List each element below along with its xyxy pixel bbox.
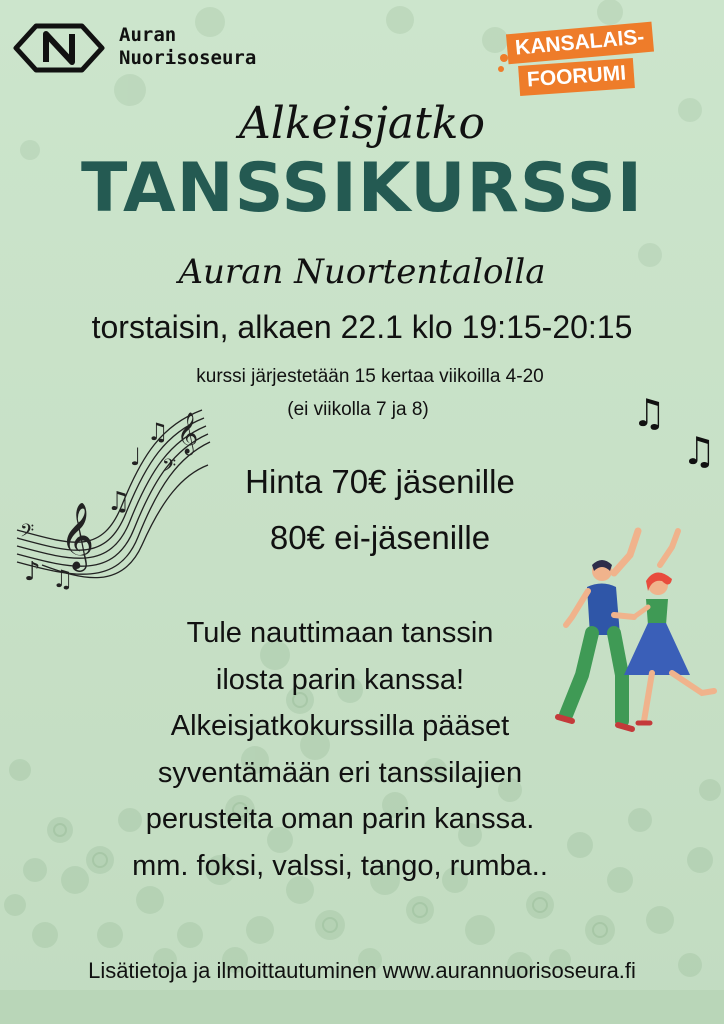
badge-line1: KANSALAIS- [506, 22, 654, 65]
svg-text:♩: ♩ [130, 443, 142, 471]
description-line: mm. foksi, valssi, tango, rumba.. [132, 849, 548, 882]
kansalaisfoorumi-badge [497, 22, 673, 102]
organization-name-line1: Auran [119, 24, 177, 46]
svg-text:♫: ♫ [147, 418, 169, 446]
course-title: TANSSIKURSSI [80, 149, 644, 228]
svg-text:𝄢: 𝄢 [162, 456, 177, 481]
svg-text:♫: ♫ [682, 429, 716, 472]
footer-info-link[interactable]: Lisätietoja ja ilmoittautuminen www.aurannuorisoseura.fi [88, 958, 636, 983]
description-line: perusteita oman parin kanssa. [145, 803, 535, 835]
svg-text:♪: ♪ [24, 557, 41, 587]
course-subtitle: Alkeisjatko [239, 98, 485, 149]
description-line: Tule nauttimaan tanssin [186, 617, 494, 649]
description-line: Alkeisjatkokurssilla pääset [170, 710, 510, 742]
description-line: ilosta parin kanssa! [215, 663, 465, 696]
svg-text:𝄞: 𝄞 [177, 413, 199, 454]
svg-text:♫: ♫ [632, 391, 666, 434]
schedule: torstaisin, alkaen 22.1 klo 19:15-20:15 [91, 309, 633, 345]
course-description [80, 610, 600, 889]
course-note-weeks: kurssi järjestetään 15 kertaa viikoilla 4-20 [196, 366, 544, 387]
footer-band [0, 990, 724, 1024]
venue: Auran Nuortentalolla [178, 252, 546, 292]
music-note-icon [682, 428, 716, 472]
svg-text:♫: ♫ [52, 565, 74, 593]
auran-nuorisoseura-logo-icon [12, 22, 106, 74]
description-line: syventämään eri tanssilajien [157, 756, 523, 789]
music-note-icon [632, 390, 666, 434]
price-members: Hinta 70€ jäsenille [245, 463, 515, 500]
svg-text:𝄢: 𝄢 [20, 521, 35, 546]
badge-line2: FOORUMI [518, 58, 635, 96]
price-non-members: 80€ ei-jäsenille [269, 519, 491, 556]
organization-name [119, 24, 256, 70]
organization-logo [12, 20, 292, 74]
svg-text:𝄞: 𝄞 [60, 501, 95, 569]
course-note-exceptions: (ei viikolla 7 ja 8) [287, 399, 429, 420]
organization-name-line2: Nuorisoseura [119, 47, 257, 69]
svg-text:♫: ♫ [107, 487, 131, 517]
